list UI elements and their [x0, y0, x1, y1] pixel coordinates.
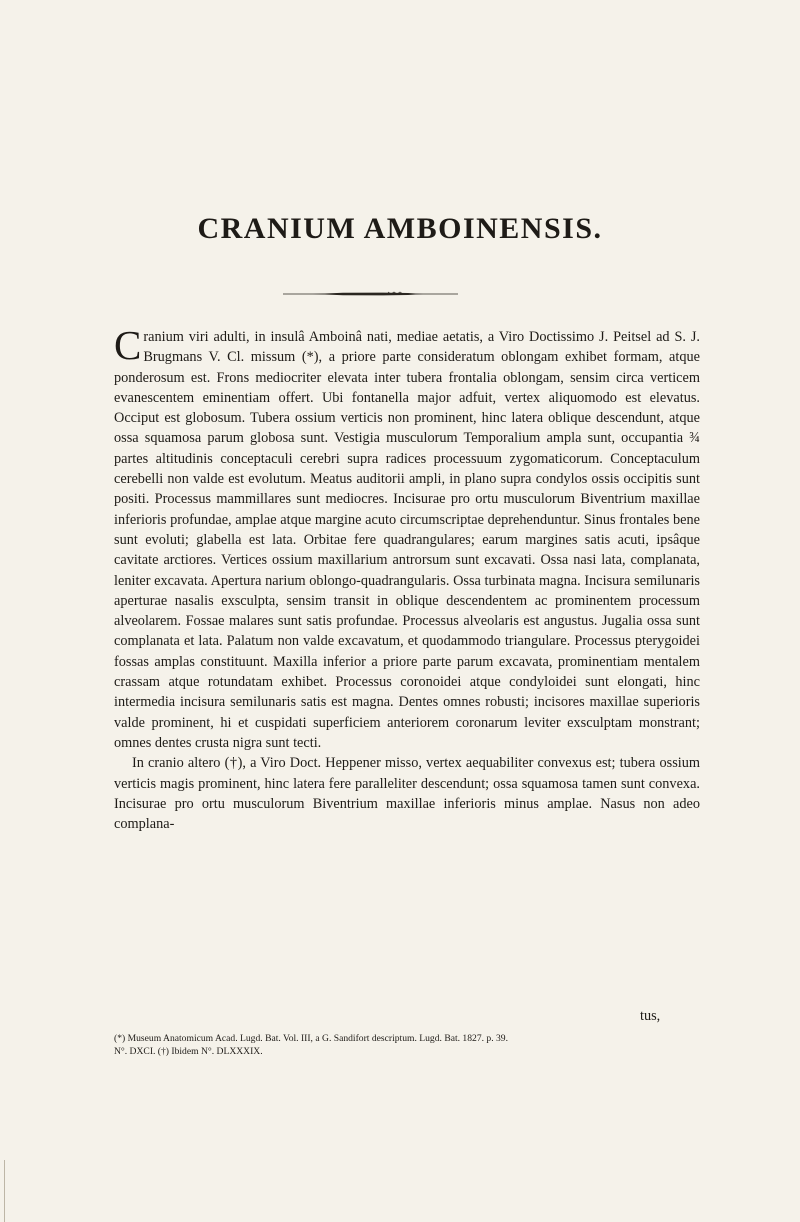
paragraph-1-text: ranium viri adulti, in insulâ Amboinâ nati, mediae aetatis, a Viro Doctissimo J. Peitsel ad S. J. Brugmans V. Cl. missum (*), a priore parte consideratum oblongam exhibet formam, atque ponderosum est. Frons mediocriter elevata inter tubera frontalia oblongam, sensim circa verticem evanescentem eminentiam offert. Ubi fontanella major adfuit, vertex aliquomodo est elevatus. Occiput est globosum. Tubera ossium verticis non prominent, hinc latera oblique descendunt, atque ossa squamosa parum globosa sunt. Vestigia musculorum Temporalium ampla sunt, occupantia ¾ partes altitudinis conceptaculi cerebri supra radices processuum zygomaticorum. Conceptaculum cerebelli non valde est evolutum. Meatus auditorii ampli, in plano supra condylos ossis occipitis sunt positi. Processus mammillares sunt mediocres. Incisurae pro ortu musculorum Biventrium maxillae inferioris profundae, amplae atque margine acuto circumscriptae deprehenduntur. Sinus frontales bene sunt evoluti; glabella est lata. Orbitae fere quadrangulares; earum margines satis acuti, ipsâque cavitate arctiores. Vertices ossium maxillarium antrorsum sunt excavati. Ossa nasi lata, complanata, leniter excavata. Apertura narium oblongo-quadrangularis. Ossa turbinata magna. Incisura semilunaris aperturae nasalis exsculpta, sensim transit in oblique descendentem ac prominentem processum alveolarem. Fossae malares sunt satis profundae. Processus alveolaris est angustus. Jugalia ossa sunt complanata et lata. Palatum non valde excavatum, et quodammodo triangulare. Processus pterygoidei fossas amplas constituunt. Maxilla inferior a priore parte parum excavata, prominentiam mentalem crassam atque rotundatam exhibet. Processus coronoidei atque condyloidei sunt elongati, hinc intermedia incisura semilunaris satis est magna. Dentes omnes robusti; incisores maxillae superioris valde prominent, hi et cuspidati superficiem anteriorem coronarum leviter exsculptam monstrant; omnes dentes crusta nigra sunt tecti.: [114, 329, 700, 751]
main-text: [114, 322, 700, 834]
footnote-line-2: N°. DXCI. (†) Ibidem N°. DLXXXIX.: [114, 1045, 263, 1057]
page-edge-mark: [4, 1160, 5, 1222]
footnotes: [114, 1033, 714, 1058]
paragraph-1: [114, 322, 700, 753]
catchword: tus,: [640, 1008, 661, 1024]
drop-cap: C: [114, 322, 142, 368]
footnote-line-1: (*) Museum Anatomicum Acad. Lugd. Bat. Vol. III, a G. Sandifort descriptum. Lugd. Bat. 1827. p. 39.: [114, 1033, 509, 1044]
page-title: CRANIUM AMBOINENSIS.: [197, 212, 603, 245]
paragraph-2: In cranio altero (†), a Viro Doct. Heppener misso, vertex aequabiliter convexus est; tubera ossium verticis magis prominent, hinc latera fere paralleliter descendunt; ossa squamosa tamen sunt convexa. Incisurae pro ortu musculorum Biventrium maxillae inferioris minus amplae. Nasus non adeo complana-: [114, 755, 700, 833]
ornamental-rule: [283, 290, 458, 298]
